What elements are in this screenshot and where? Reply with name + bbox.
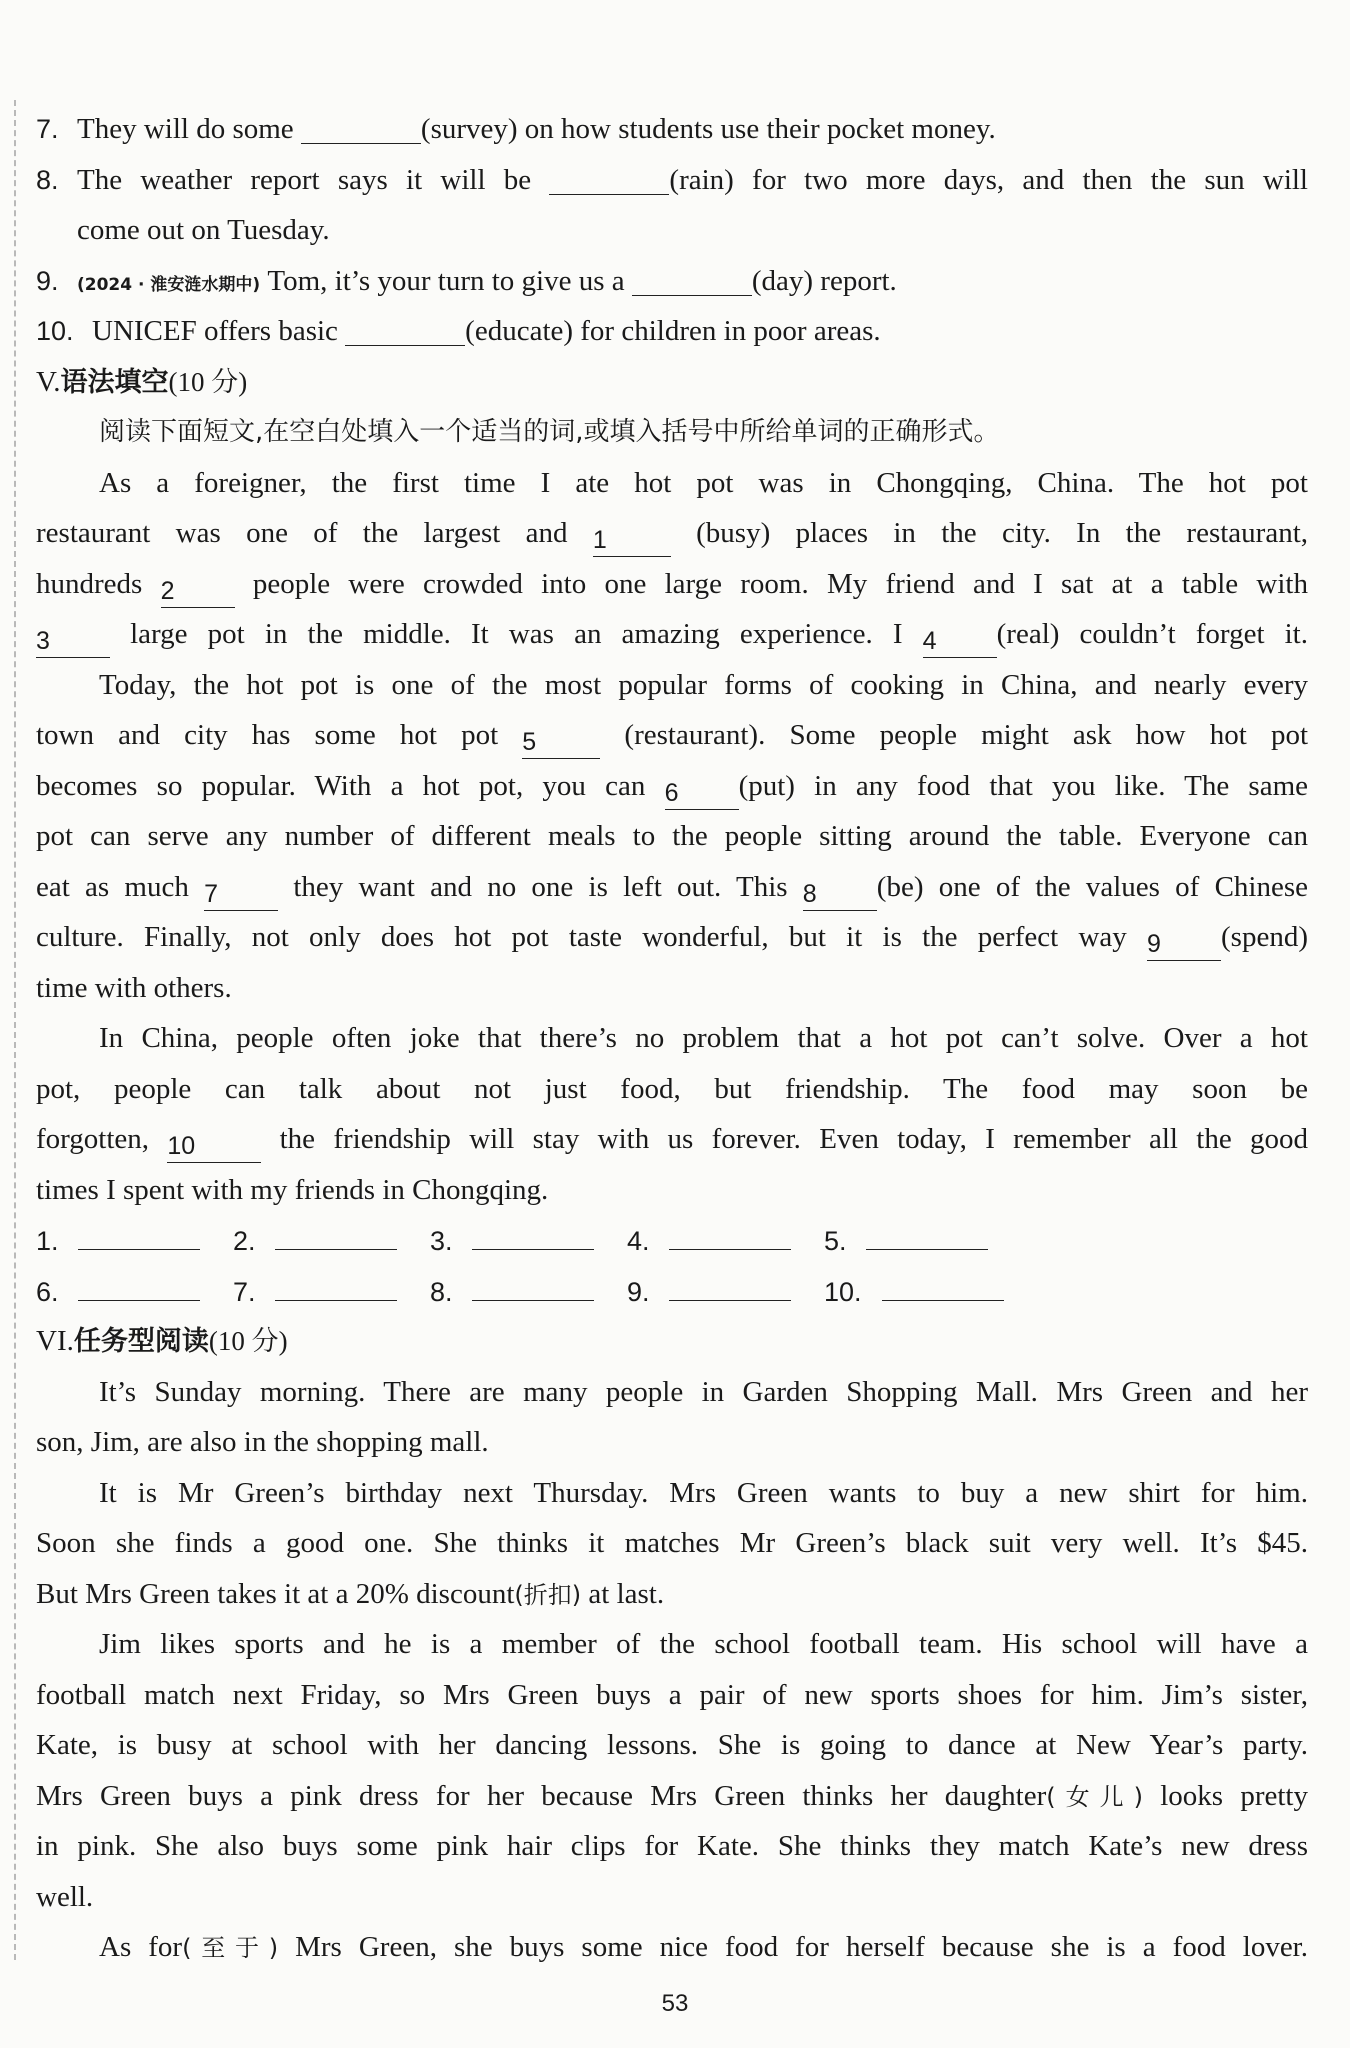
answer-blank[interactable]: [472, 1215, 594, 1250]
item-8-continued: come out on Tuesday.: [77, 214, 330, 246]
item-9: 9. (2024 · 淮安涟水期中) Tom, it’s your turn to give us a (day) report.: [36, 256, 1308, 307]
item-number: 7.: [36, 114, 59, 144]
numbered-blank[interactable]: 10: [167, 1128, 261, 1163]
passage-line: It is Mr Green’s birthday next Thursday. Mrs Green wants to buy a new shirt for him.: [99, 1476, 1308, 1509]
source-note: (2024 · 淮安涟水期中): [77, 274, 261, 295]
answer-cell: 9.: [627, 1266, 824, 1317]
passage-line: hundreds 2 people were crowded into one large room. My friend and I sat at a table with: [36, 559, 1308, 610]
passage-line: time with others.: [36, 971, 232, 1004]
passage-line: restaurant was one of the largest and 1 (busy) places in the city. In the restaurant,: [36, 508, 1308, 559]
numbered-blank[interactable]: 2: [161, 573, 235, 608]
answer-cell: 5.: [824, 1215, 1021, 1266]
passage-line: son, Jim, are also in the shopping mall.: [36, 1426, 489, 1458]
item-10: 10. UNICEF offers basic (educate) for children in poor areas.: [36, 306, 1308, 357]
answer-cell: 2.: [233, 1215, 430, 1266]
answer-cell: 10.: [824, 1266, 1021, 1317]
item-number: 8.: [36, 164, 59, 195]
page-content: [36, 104, 1308, 1973]
passage-line: well.: [36, 1880, 94, 1913]
answer-blank[interactable]: [78, 1215, 200, 1250]
passage-line: Kate, is busy at school with her dancing lessons. She is going to dance at New Year’s party.: [36, 1729, 1308, 1761]
passage-line: As a foreigner, the first time I ate hot pot was in Chongqing, China. The hot pot: [99, 466, 1308, 499]
numbered-blank[interactable]: 1: [593, 522, 671, 557]
answer-blank[interactable]: [632, 261, 752, 296]
answer-blank[interactable]: [882, 1266, 1004, 1301]
answer-blank[interactable]: [345, 311, 465, 346]
page-number: 53: [661, 1990, 689, 2017]
numbered-blank[interactable]: 8: [803, 876, 877, 911]
passage-line: eat as much 7 they want and no one is left out. This 8 (be) one of the values of Chinese: [36, 862, 1308, 913]
passage-line: Mrs Green buys a pink dress for her because Mrs Green thinks her daughter(女儿) looks pretty: [36, 1779, 1308, 1812]
passage-line: town and city has some hot pot 5 (restaurant). Some people might ask how hot pot: [36, 710, 1308, 761]
answer-blank[interactable]: [866, 1215, 988, 1250]
passage-line: becomes so popular. With a hot pot, you can 6 (put) in any food that you like. The same: [36, 761, 1308, 812]
answer-cell: 4.: [627, 1215, 824, 1266]
answer-blank[interactable]: [549, 160, 669, 195]
numbered-blank[interactable]: 4: [923, 623, 997, 658]
answer-cell: 1.: [36, 1215, 233, 1266]
section-6-heading: VI.任务型阅读(10 分): [36, 1325, 288, 1357]
gloss: (女儿): [1046, 1782, 1143, 1811]
gloss: (折扣): [514, 1580, 582, 1609]
passage-line: times I spent with my friends in Chongqing.: [36, 1173, 549, 1206]
answer-cell: 3.: [430, 1215, 627, 1266]
passage-line: As for(至于) Mrs Green, she buys some nice food for herself because she is a food lover.: [99, 1931, 1308, 1963]
passage-line: It’s Sunday morning. There are many people in Garden Shopping Mall. Mrs Green and her: [99, 1375, 1308, 1408]
passage-line: Today, the hot pot is one of the most popular forms of cooking in China, and nearly every: [99, 668, 1308, 701]
passage-line: 3 large pot in the middle. It was an amazing experience. I 4 (real) couldn’t forget it.: [36, 609, 1308, 660]
answer-blank[interactable]: [275, 1266, 397, 1301]
passage-line: Jim likes sports and he is a member of the school football team. His school will have a: [99, 1628, 1308, 1660]
answer-blank[interactable]: [78, 1266, 200, 1301]
answer-blank[interactable]: [301, 109, 421, 144]
numbered-blank[interactable]: 5: [522, 724, 600, 759]
numbered-blank[interactable]: 7: [204, 876, 278, 911]
item-number: 9.: [36, 265, 59, 296]
passage-line: football match next Friday, so Mrs Green buys a pair of new sports shoes for him. Jim’s sister,: [36, 1678, 1308, 1711]
section-5-instruction: 阅读下面短文,在空白处填入一个适当的词,或填入括号中所给单词的正确形式。: [99, 417, 1000, 447]
numbered-blank[interactable]: 9: [1147, 926, 1221, 961]
passage-line: But Mrs Green takes it at a 20% discount(折扣) at last.: [36, 1577, 665, 1610]
answer-row: [36, 1215, 1308, 1266]
binding-margin-line: [14, 100, 16, 1960]
section-5-heading: V.语法填空(10 分): [36, 365, 248, 398]
item-number: 10.: [36, 316, 74, 346]
passage-line: pot can serve any number of different meals to the people sitting around the table. Everyone can: [36, 820, 1308, 852]
passage-line: forgotten, 10 the friendship will stay with us forever. Even today, I remember all the good: [36, 1114, 1308, 1165]
answer-cell: 8.: [430, 1266, 627, 1317]
answer-blank[interactable]: [669, 1266, 791, 1301]
passage-line: in pink. She also buys some pink hair clips for Kate. She thinks they match Kate’s new dress: [36, 1830, 1308, 1862]
passage-line: Soon she finds a good one. She thinks it matches Mr Green’s black suit very well. It’s $45.: [36, 1527, 1308, 1559]
item-7: 7. They will do some (survey) on how students use their pocket money.: [36, 104, 1308, 155]
answer-cell: 7.: [233, 1266, 430, 1317]
answer-cell: 6.: [36, 1266, 233, 1317]
passage-line: culture. Finally, not only does hot pot taste wonderful, but it is the perfect way 9 (spend): [36, 912, 1308, 963]
answer-blank[interactable]: [669, 1215, 791, 1250]
answer-row: [36, 1266, 1308, 1317]
answer-blank[interactable]: [472, 1266, 594, 1301]
item-8: 8. The weather report says it will be (rain) for two more days, and then the sun will: [36, 155, 1308, 206]
passage-line: pot, people can talk about not just food, but friendship. The food may soon be: [36, 1072, 1308, 1105]
gloss: (至于): [182, 1934, 279, 1962]
passage-line: In China, people often joke that there’s no problem that a hot pot can’t solve. Over a hot: [99, 1022, 1308, 1054]
numbered-blank[interactable]: 3: [36, 623, 110, 658]
answer-blank[interactable]: [275, 1215, 397, 1250]
numbered-blank[interactable]: 6: [665, 775, 739, 810]
